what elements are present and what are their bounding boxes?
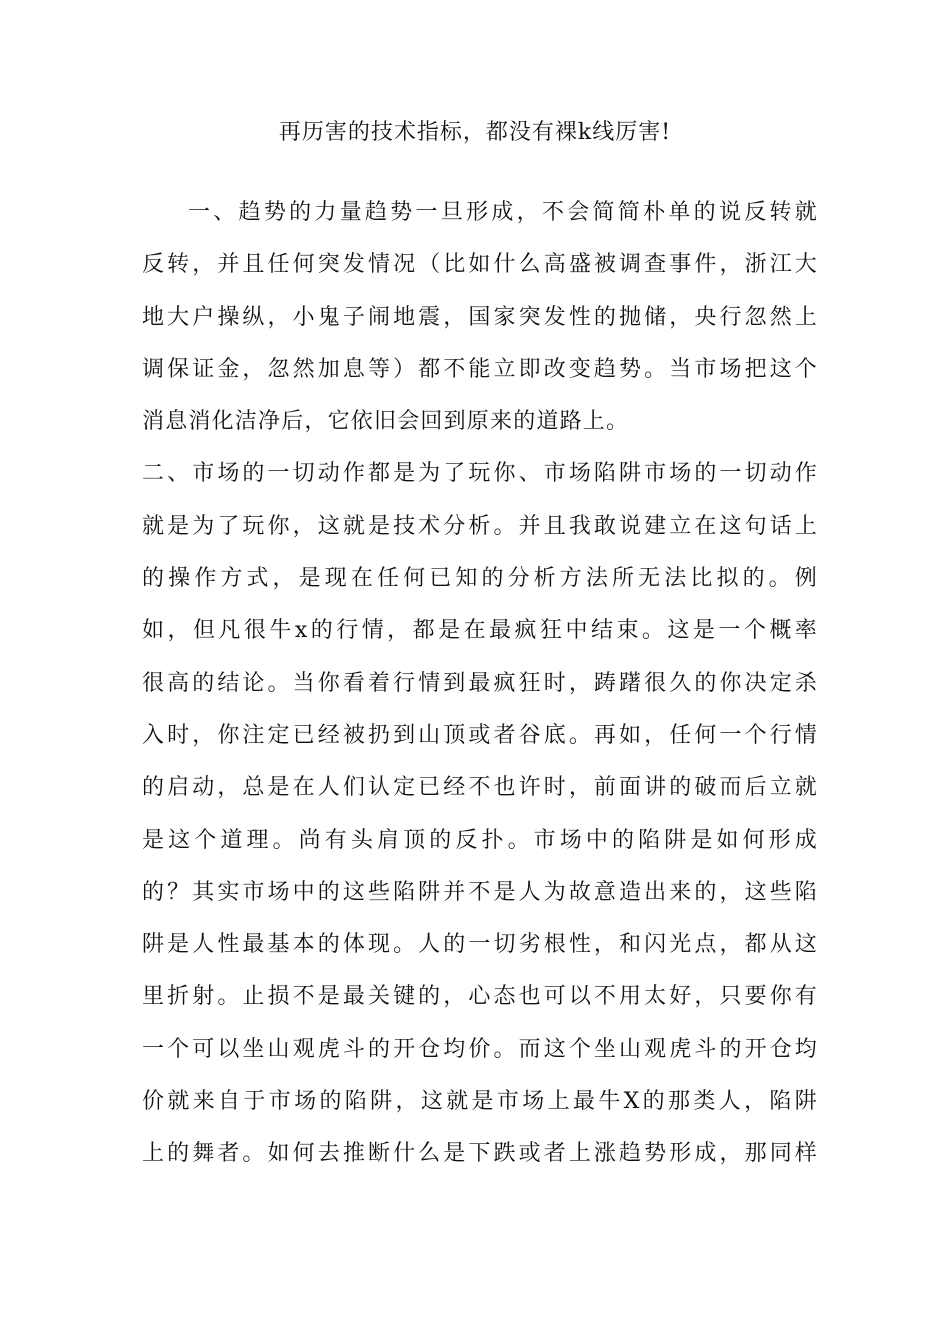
text-line: 调保证金，忽然加息等）都不能立即改变趋势。当市场把这个 xyxy=(142,356,818,382)
text-line: 就是为了玩你，这就是技术分析。并且我敢说建立在这句话上 xyxy=(142,513,818,539)
text-line: 的启动，总是在人们认定已经不也许时，前面讲的破而后立就 xyxy=(142,775,818,801)
document-body xyxy=(142,187,818,1181)
text-line: 是这个道理。尚有头肩顶的反扑。市场中的陷阱是如何形成 xyxy=(142,827,818,853)
text-line: 入时，你注定已经被扔到山顶或者谷底。再如，任何一个行情 xyxy=(142,722,818,748)
text-line: 一、趋势的力量趋势一旦形成，不会简简朴单的说反转就 xyxy=(188,200,818,225)
text-line: 上的舞者。如何去推断什么是下跌或者上涨趋势形成，那同样 xyxy=(142,1141,818,1167)
text-line: 的操作方式，是现在任何已知的分析方法所无法比拟的。例 xyxy=(142,566,818,592)
text-line: 地大户操纵，小鬼子闹地震，国家突发性的抛储，央行忽然上 xyxy=(142,304,818,330)
text-line: 二、市场的一切动作都是为了玩你、市场陷阱市场的一切动作 xyxy=(142,461,818,487)
document-title: 再历害的技术指标，都没有裸k线厉害! xyxy=(278,120,672,145)
text-line: 阱是人性最基本的体现。人的一切劣根性，和闪光点，都从这 xyxy=(142,932,818,958)
text-line: 消息消化洁净后，它依旧会回到原来的道路上。 xyxy=(142,409,630,435)
text-line: 一个可以坐山观虎斗的开仓均价。而这个坐山观虎斗的开仓均 xyxy=(142,1036,818,1062)
text-line: 如，但凡很牛x的行情，都是在最疯狂中结束。这是一个概率 xyxy=(142,618,818,644)
text-line: 反转，并且任何突发情况（比如什么高盛被调查事件，浙江大 xyxy=(142,252,818,278)
text-line: 价就来自于市场的陷阱，这就是市场上最牛X的那类人，陷阱 xyxy=(142,1089,818,1115)
text-line: 很高的结论。当你看着行情到最疯狂时，踌躇很久的你决定杀 xyxy=(142,670,818,696)
text-line: 里折射。止损不是最关键的，心态也可以不用太好，只要你有 xyxy=(142,984,818,1010)
text-line: 的？其实市场中的这些陷阱并不是人为故意造出来的，这些陷 xyxy=(142,879,818,905)
